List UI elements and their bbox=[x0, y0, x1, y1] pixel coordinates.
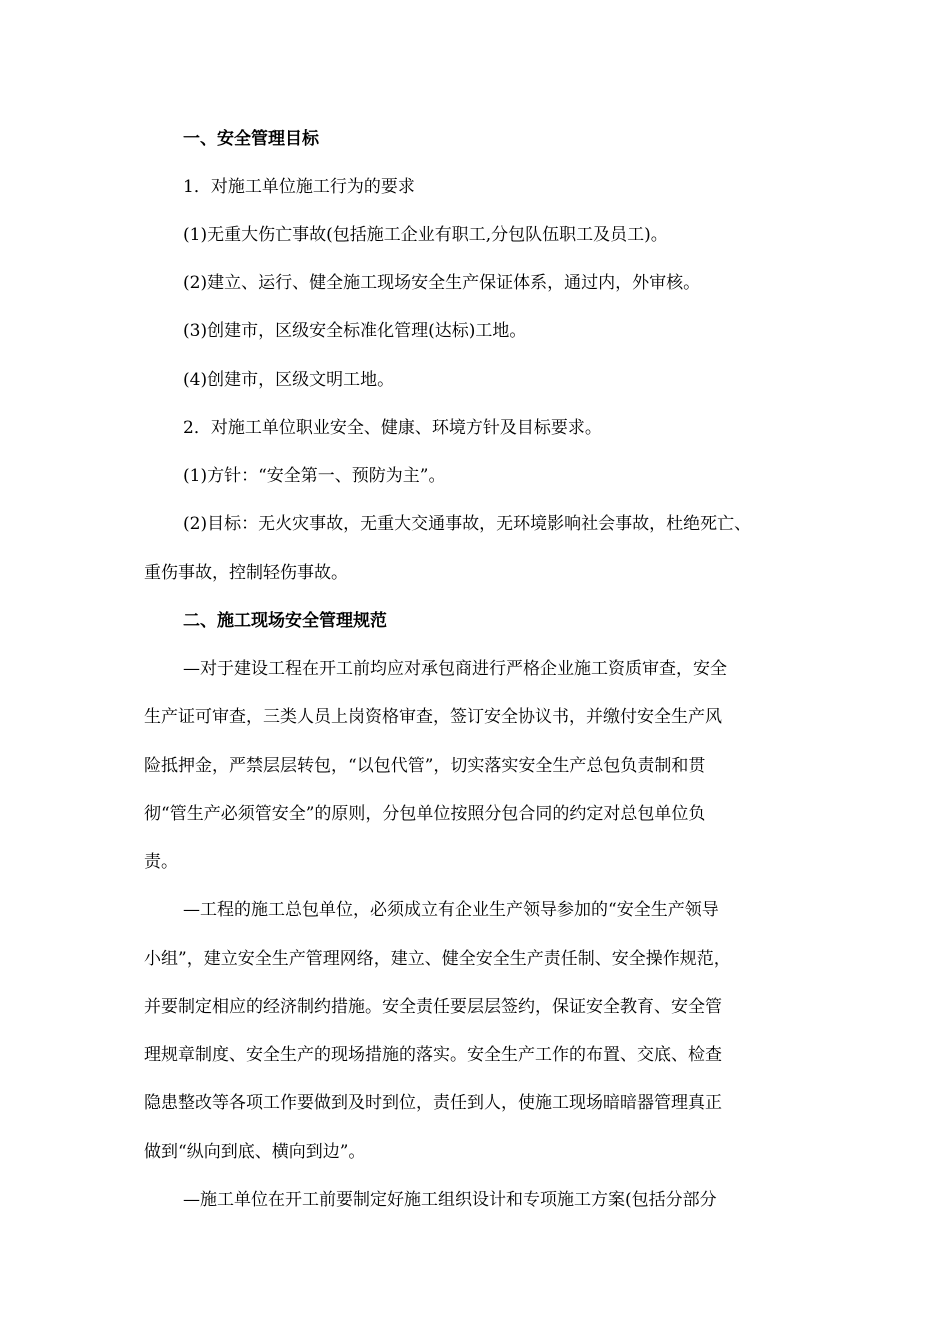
paragraph-line: 做到“纵向到底、横向到边”。 bbox=[144, 1142, 366, 1162]
subheading-environment-goals: 2．对施工单位职业安全、健康、环境方针及目标要求。 bbox=[183, 418, 602, 438]
paragraph-line: (4)创建市，区级文明工地。 bbox=[183, 370, 395, 390]
heading-site-safety-rules: 二、施工现场安全管理规范 bbox=[183, 611, 387, 631]
paragraph-line: 隐患整改等各项工作要做到及时到位，责任到人，使施工现场暗暗器管理真正 bbox=[144, 1093, 722, 1113]
paragraph-line: 小组”，建立安全生产管理网络，建立、健全安全生产责任制、安全操作规范， bbox=[144, 949, 731, 969]
paragraph-line: (2)目标：无火灾事故，无重大交通事故，无环境影响社会事故，杜绝死亡、 bbox=[183, 514, 752, 534]
paragraph-line: 并要制定相应的经济制约措施。安全责任要层层签约，保证安全教育、安全管 bbox=[144, 997, 722, 1017]
heading-safety-goals: 一、安全管理目标 bbox=[183, 129, 319, 149]
paragraph-line: 生产证可审查，三类人员上岗资格审查，签订安全协议书，并缴付安全生产风 bbox=[144, 707, 722, 727]
paragraph-line: (1)方针：“安全第一、预防为主”。 bbox=[183, 466, 446, 486]
paragraph-line: —对于建设工程在开工前均应对承包商进行严格企业施工资质审查，安全 bbox=[183, 659, 727, 679]
paragraph-line: 彻“管生产必须管安全”的原则，分包单位按照分包合同的约定对总包单位负 bbox=[144, 804, 706, 824]
paragraph-line: 理规章制度、安全生产的现场措施的落实。安全生产工作的布置、交底、检查 bbox=[144, 1045, 722, 1065]
paragraph-line: —施工单位在开工前要制定好施工组织设计和专项施工方案(包括分部分 bbox=[183, 1190, 717, 1210]
paragraph-line: 重伤事故，控制轻伤事故。 bbox=[144, 563, 348, 583]
paragraph-line: 责。 bbox=[144, 852, 178, 872]
paragraph-line: —工程的施工总包单位，必须成立有企业生产领导参加的“安全生产领导 bbox=[183, 900, 719, 920]
subheading-construction-behavior: 1．对施工单位施工行为的要求 bbox=[183, 177, 415, 197]
paragraph-line: (3)创建市，区级安全标准化管理(达标)工地。 bbox=[183, 321, 527, 341]
paragraph-line: (1)无重大伤亡事故(包括施工企业有职工,分包队伍职工及员工)。 bbox=[183, 225, 668, 245]
paragraph-line: (2)建立、运行、健全施工现场安全生产保证体系，通过内，外审核。 bbox=[183, 273, 701, 293]
paragraph-line: 险抵押金，严禁层层转包，“以包代管”，切实落实安全生产总包负责制和贯 bbox=[144, 756, 706, 776]
